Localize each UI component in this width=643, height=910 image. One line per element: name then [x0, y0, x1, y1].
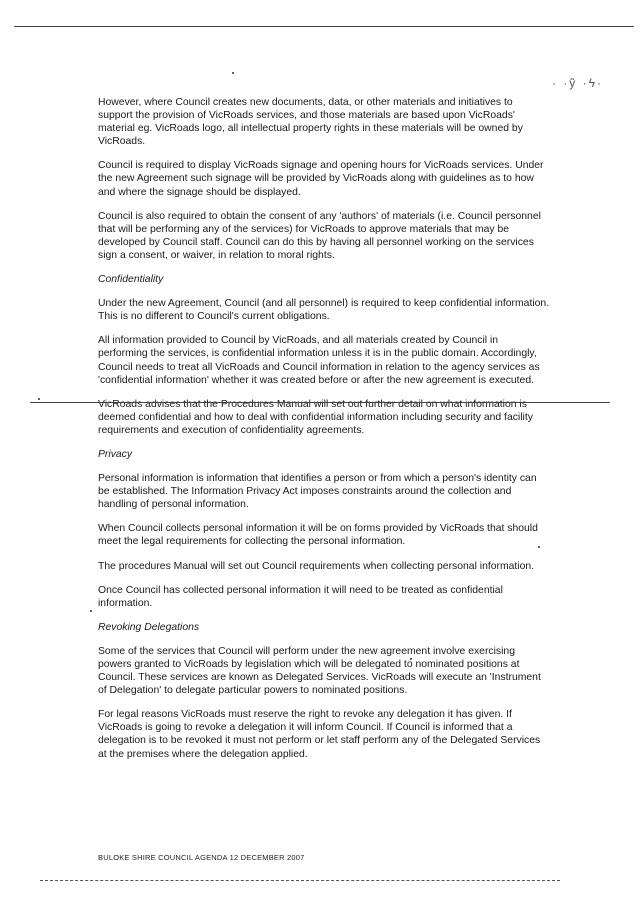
paragraph-ip-ownership: However, where Council creates new documents, data, or other materials and initiatives to support the provision of VicRoads services, and those materials are based upon VicRoads' material eg. VicRoads logo, all intellectual property rights in these materials will be owned by VicRoads. [98, 97, 523, 148]
heading-revoking-delegations: Revoking Delegations [98, 621, 200, 633]
document-body [98, 96, 550, 772]
page-footer: BULOKE SHIRE COUNCIL AGENDA 12 DECEMBER 2007 [98, 853, 305, 862]
scan-artifact: · ·ŷ̑ ·ϟ· [551, 76, 603, 90]
top-rule [14, 26, 634, 27]
paragraph-confidential-obligations: Under the new Agreement, Council (and all personnel) is required to keep confidential information. This is no different to Council's current obligations. [98, 298, 550, 323]
paragraph-moral-rights: Council is also required to obtain the consent of any 'authors' of materials (i.e. Council personnel that will be performing any of the services) for VicRoads to approve materials that may be developed by Council staff. Council can do this by having all personnel working on the services sign a consent, or waiver, in relation to moral rights. [98, 210, 541, 261]
paragraph-collection-forms: When Council collects personal information it will be on forms provided by VicRoads that should meet the legal requirements for collecting the personal information. [98, 523, 538, 548]
heading-confidentiality: Confidentiality [98, 274, 164, 286]
paragraph-signage: Council is required to display VicRoads signage and opening hours for VicRoads services. Under the new Agreement such signage will be provided by VicRoads along with guidelines as to how and where the signage should be displayed. [98, 160, 544, 198]
page-break-rule [30, 402, 610, 403]
scan-speck [38, 398, 40, 400]
paragraph-personal-information: Personal information is information that identifies a person or from which a person's identity can be established. The Information Privacy Act imposes constraints around the collection and handling of personal information. [98, 473, 537, 511]
paragraph-delegated-services: Some of the services that Council will perform under the new agreement involve exercising powers granted to VicRoads by legislation which will be delegated to nominated positions at Council. These services are known as Delegated Services. VicRoads will execute an 'Instrument of Delegation' to delegate particular powers to nominated positions. [98, 645, 541, 697]
paragraph-confidential-information: All information provided to Council by VicRoads, and all materials created by Council in performing the services, is confidential information unless it is in the public domain. Accordingly, Council needs to treat all VicRoads and Council information in relation to the agency services as 'confidential information' whether it was created before or after the new agreement is executed. [98, 335, 540, 386]
scan-speck [90, 610, 92, 612]
paragraph-revoke-delegation: For legal reasons VicRoads must reserve the right to revoke any delegation it has given. If VicRoads is going to revoke a delegation it will inform Council. If Council is informed that a delegation is to be revoked it must not perform or let staff perform any of the Delegated Services at the premises where the delegation applied. [98, 709, 541, 760]
paragraph-collection-requirements: The procedures Manual will set out Council requirements when collecting personal information. [98, 560, 535, 572]
scan-speck [232, 72, 234, 74]
paragraph-procedures-manual: VicRoads advises that the Procedures Manual will set out further detail on what information is deemed confidential and how to deal with confidential information including security and facility requirements and execution of confidentiality agreements. [98, 398, 533, 436]
paragraph-treated-confidential: Once Council has collected personal information it will need to be treated as confidential information. [98, 584, 503, 609]
heading-privacy: Privacy [98, 448, 133, 460]
bottom-rule [40, 880, 560, 881]
